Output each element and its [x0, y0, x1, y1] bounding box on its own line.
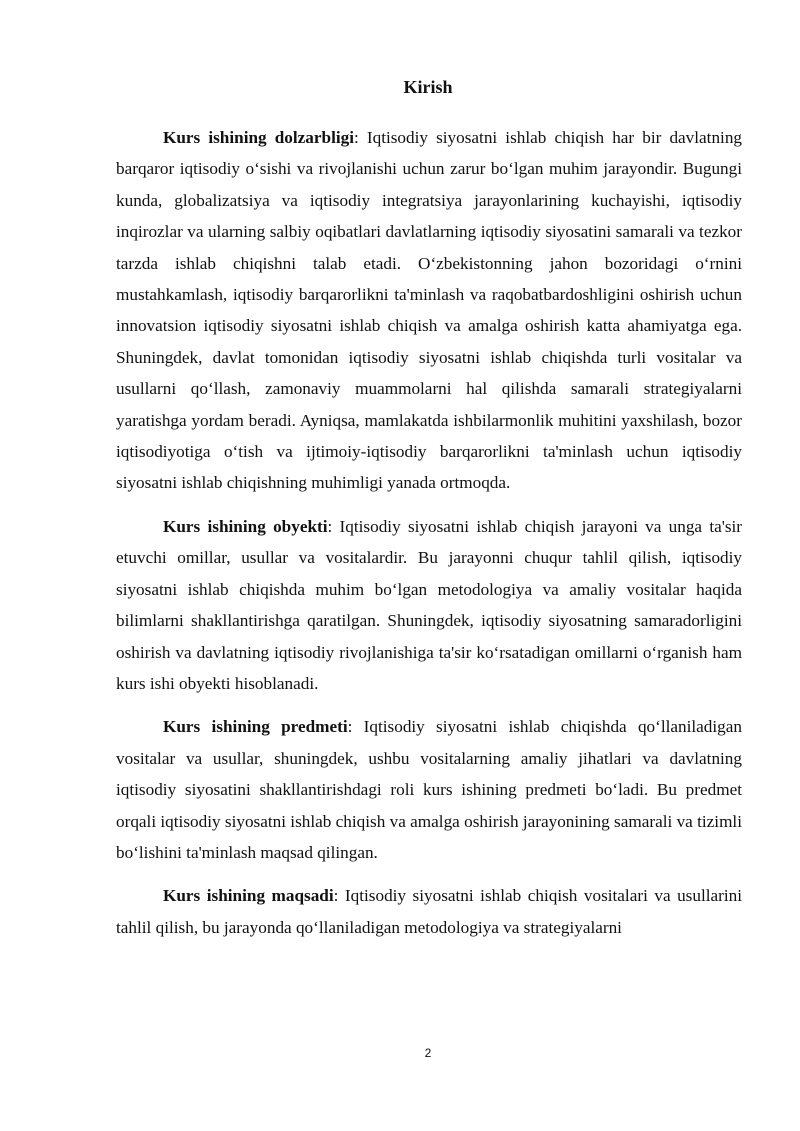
paragraph-maqsadi	[116, 880, 742, 943]
paragraph-text: : Iqtisodiy siyosatni ishlab chiqish har bir davlatning barqaror iqtisodiy o‘sishi va rivojlanishi uchun zarur bo‘lgan muhim jarayondir. Bugungi kunda, globalizatsiya va iqtisodiy integratsiya jarayonlarining kuchayishi, iqtisodiy inqirozlar va ularning salbiy oqibatlari davlatlarning iqtisodiy siyosatini samarali va tezkor tarzda ishlab chiqishni talab etadi. O‘zbekistonning jahon bozoridagi o‘rnini mustahkamlash, iqtisodiy barqarorlikni ta'minlash va raqobatbardoshligini oshirish uchun innovatsion iqtisodiy siyosatni ishlab chiqish va amalga oshirish katta ahamiyatga ega. Shuningdek, davlat tomonidan iqtisodiy siyosatni ishlab chiqishda turli vositalar va usullarni qo‘llash, zamonaviy muammolarni hal qilishda samarali strategiyalarni yaratishga yordam beradi. Ayniqsa, mamlakatda ishbilarmonlik muhitini yaxshilash, bozor iqtisodiyotiga o‘tish va ijtimoiy-iqtisodiy barqarorlikni ta'minlash uchun iqtisodiy siyosatni ishlab chiqishning muhimligi yanada ortmoqda.	[116, 128, 743, 493]
page-title: Kirish	[403, 77, 453, 97]
paragraph-lead: Kurs ishining maqsadi	[163, 886, 334, 906]
paragraph-predmeti	[116, 711, 742, 868]
paragraph-lead: Kurs ishining dolzarbligi	[163, 128, 354, 147]
paragraph-obyekti	[116, 511, 742, 699]
paragraph-text: : Iqtisodiy siyosatni ishlab chiqish vositalari va usullarini tahlil qilish, bu jarayonda qo‘llaniladigan metodologiya va strategiyalarni	[116, 886, 742, 937]
page-number: 2	[424, 1046, 432, 1060]
paragraph-dolzarbligi	[116, 122, 742, 499]
document-body	[116, 122, 742, 955]
paragraph-text: : Iqtisodiy siyosatni ishlab chiqish jarayoni va unga ta'sir etuvchi omillar, usullar va vositalardir. Bu jarayonni chuqur tahlil qilish, iqtisodiy siyosatni ishlab chiqishda muhim bo‘lgan metodologiya va amaliy vositalar haqida bilimlarni shakllantirishga qaratilgan. Shuningdek, iqtisodiy siyosatning samaradorligini oshirish va davlatning iqtisodiy rivojlanishiga ta'sir ko‘rsatadigan omillarni o‘rganish ham kurs ishi obyekti hisoblanadi.	[116, 516, 743, 693]
paragraph-lead: Kurs ishining obyekti	[163, 516, 328, 536]
paragraph-lead: Kurs ishining predmeti	[163, 717, 348, 737]
paragraph-text: : Iqtisodiy siyosatni ishlab chiqishda qo‘llaniladigan vositalar va usullar, shuningdek, ushbu vositalarning amaliy jihatlari va davlatning iqtisodiy siyosatini shakllantirishdagi roli kurs ishining predmeti bo‘ladi. Bu predmet orqali iqtisodiy siyosatni ishlab chiqish va amalga oshirish jarayonining samarali va tizimli bo‘lishini ta'minlash maqsad qilingan.	[116, 717, 742, 862]
